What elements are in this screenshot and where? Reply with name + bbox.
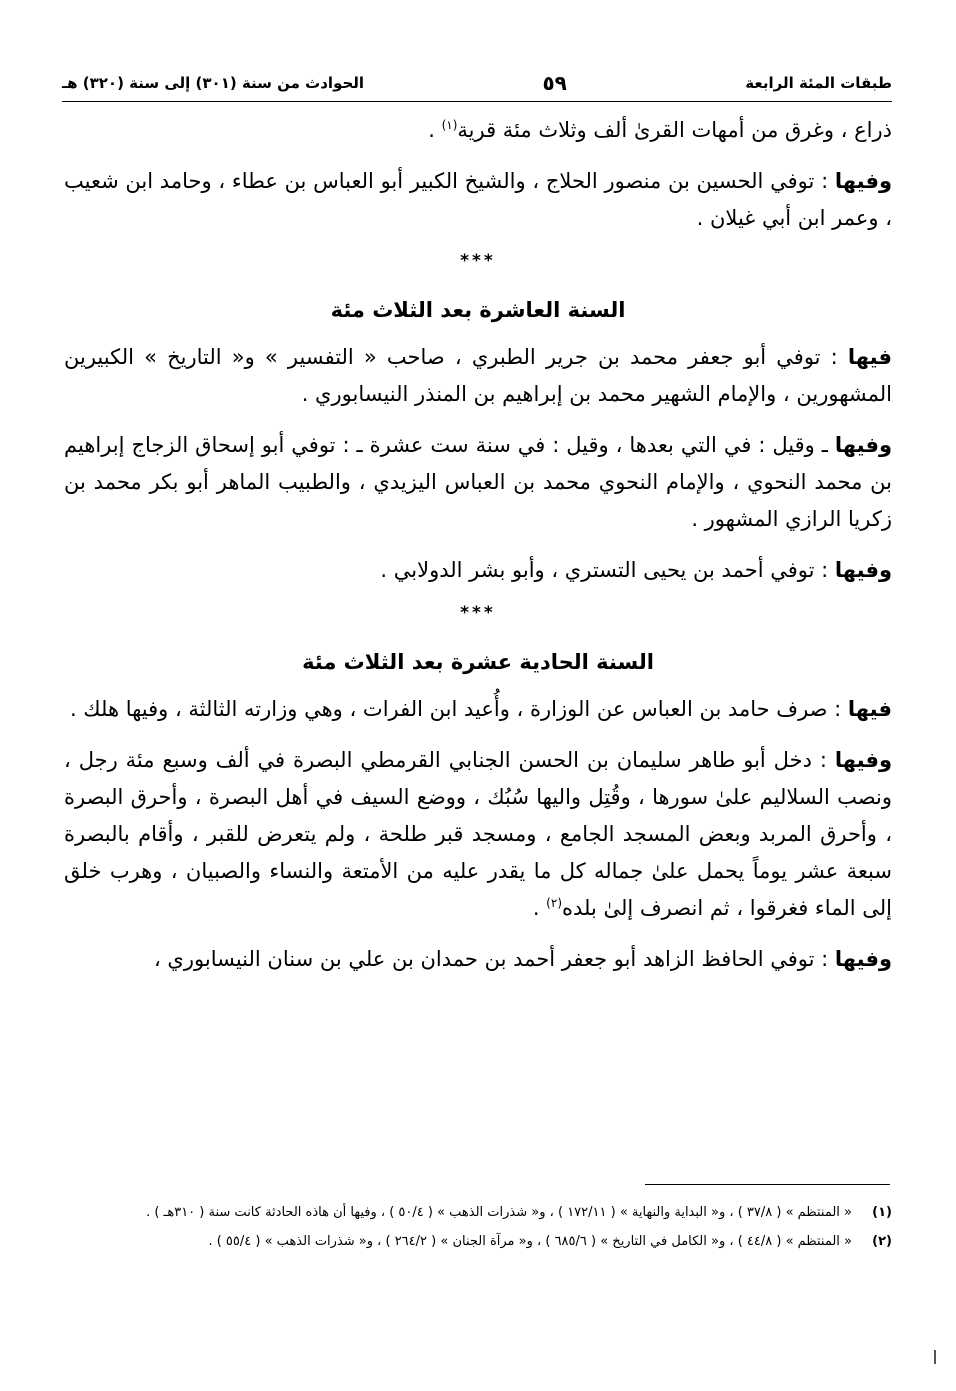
paragraph [64, 427, 892, 538]
footnote-text: « المنتظم » ( ٣٧/٨ ) ، و« البداية والنهاية » ( ١٧٢/١١ ) ، و« شذرات الذهب » ( ٥٠/٤ ) ، وفيها أن هاذه الحادثة كانت سنة ( ٣١٠هـ ) . [146, 1205, 852, 1220]
running-header [62, 68, 892, 98]
footnote [66, 1200, 892, 1225]
paragraph [64, 552, 892, 589]
footnote-text: « المنتظم » ( ٤٤/٨ ) ، و« الكامل في التاريخ » ( ٦٨٥/٦ ) ، و« مرآة الجنان » ( ٢٦٤/٢ ) ، و« شذرات الذهب » ( ٥٥/٤ ) . [208, 1234, 852, 1249]
chapter-header: الحوادث من سنة (٣٠١) إلى سنة (٣٢٠) هـ [62, 74, 365, 92]
book-title-header: طبقات المئة الرابعة [745, 74, 892, 92]
paragraph-text: : توفي أبو جعفر محمد بن جرير الطبري ، صاحب « التفسير » و« التاريخ » الكبيرين المشهورين ، والإمام الشهير محمد بن إبراهيم بن المنذر النيسابوري . [64, 345, 892, 406]
paragraph-lead: فيها [847, 697, 892, 721]
footnote-number: (١) [872, 1205, 892, 1220]
paragraph [64, 691, 892, 728]
paragraph-text: ـ وقيل : في التي بعدها ، وقيل : في سنة ست عشرة ـ : توفي أبو إسحاق الزجاج إبراهيم بن محمد النحوي ، والإمام النحوي محمد بن العباس اليزيدي ، والطبيب الماهر أبو بكر محمد بن زكريا الرازي المشهور . [64, 433, 892, 531]
paragraph [64, 112, 892, 149]
header-rule [62, 101, 892, 102]
paragraph [64, 163, 892, 237]
paragraph [64, 742, 892, 927]
footnote-rule [645, 1184, 890, 1185]
paragraph [64, 339, 892, 413]
paragraph [64, 941, 892, 978]
paragraph-text: : توفي الحسين بن منصور الحلاج ، والشيخ الكبير أبو العباس بن عطاء ، وحامد ابن شعيب ، وعمر ابن أبي غيلان . [64, 169, 892, 230]
section-heading: السنة الحادية عشرة بعد الثلاث مئة [302, 650, 654, 674]
paragraph-end: . [428, 118, 442, 142]
page-number: ٥٩ [542, 71, 567, 95]
section-separator: *** [460, 603, 496, 623]
paragraph-lead: وفيها [834, 748, 892, 772]
footnote-number: (٢) [872, 1234, 892, 1249]
paragraph-lead: وفيها [834, 169, 892, 193]
paragraph-text: : صرف حامد بن العباس عن الوزارة ، وأُعيد ابن الفرات ، وهي وزارته الثالثة ، وفيها هلك . [69, 697, 848, 721]
paragraph-end: . [532, 896, 547, 920]
paragraph-lead: وفيها [834, 558, 892, 582]
section-heading: السنة العاشرة بعد الثلاث مئة [330, 298, 626, 322]
main-text [64, 112, 892, 992]
paragraph-text: : توفي الحافظ الزاهد أبو جعفر أحمد بن حمدان بن علي بن سنان النيسابوري ، [153, 947, 835, 971]
footnotes [66, 1200, 892, 1258]
footnote [66, 1229, 892, 1254]
paragraph-lead: وفيها [834, 433, 892, 457]
footnote-ref[interactable]: (٢) [546, 896, 562, 910]
paragraph-text: ذراع ، وغرق من أمهات القرىٰ ألف وثلاث مئة قرية [457, 118, 892, 142]
paragraph-lead: وفيها [834, 947, 892, 971]
footnote-ref[interactable]: (١) [441, 118, 458, 132]
section-separator: *** [460, 251, 496, 271]
paragraph-text: : توفي أحمد بن يحيى التستري ، وأبو بشر الدولابي . [380, 558, 835, 582]
paragraph-lead: فيها [847, 345, 892, 369]
paragraph-text: : دخل أبو طاهر سليمان بن الحسن الجنابي القرمطي البصرة في ألف وسبع مئة رجل ، ونصب السلاليم علىٰ سورها ، وقُتِل واليها سُبُك ، ووضع السيف في أهل البصرة ، وأحرق البصرة ، وأحرق المربد وبعض المسجد الجامع ، ومسجد قبر طلحة ، ولم يتعرض للقبر ، وأقام بالبصرة سبعة عشر يوماً يحمل علىٰ جماله كل ما يقدر عليه من الأمتعة والنساء والصبيان ، وهرب خلق إلى الماء فغرقوا ، ثم انصرف إلىٰ بلده [64, 748, 892, 920]
scan-edge-mark [934, 1350, 936, 1364]
